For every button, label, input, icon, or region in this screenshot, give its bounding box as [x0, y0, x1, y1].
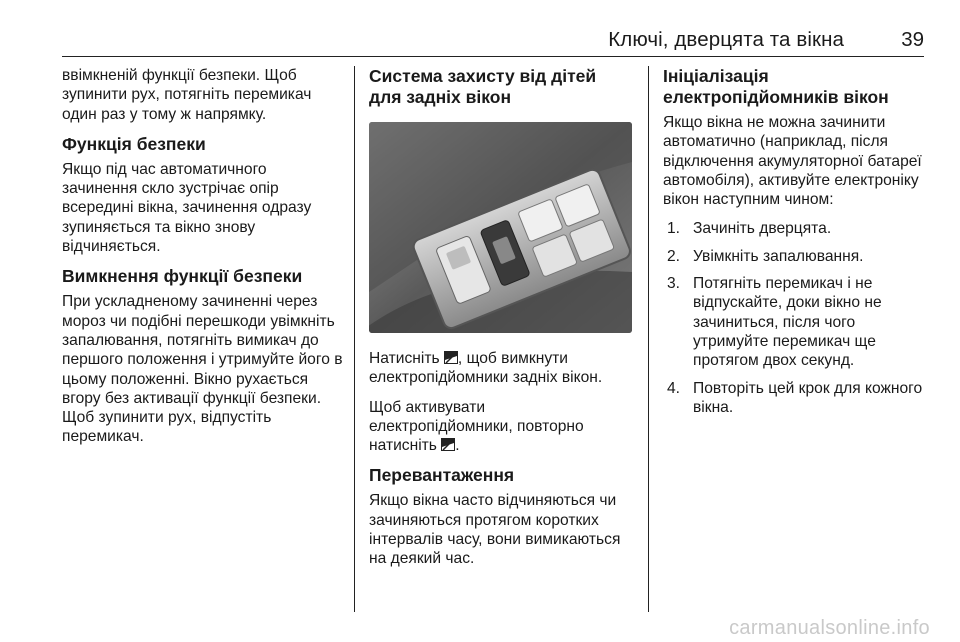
step-text: Увімкніть запалювання.	[693, 247, 864, 265]
overload-paragraph: Якщо вікна часто відчиняються чи зачиняються протягом коротких інтервалів часу, вони вимикаються на деякий час.	[369, 492, 621, 568]
child-window-lock-icon	[441, 437, 455, 450]
child-window-lock-icon	[444, 350, 458, 363]
intro-paragraph: ввімкненій функції безпеки. Щоб зупинити рух, потягніть перемикач один раз у тому ж напрямку.	[62, 67, 312, 123]
list-item	[663, 379, 933, 418]
page-header	[62, 26, 924, 57]
list-item	[663, 274, 933, 370]
window-switch-photo	[369, 122, 632, 333]
page-number: 39	[901, 28, 924, 51]
column-2	[369, 66, 633, 579]
initialization-heading: Ініціалізація електропідйомників вікон	[663, 66, 889, 107]
column-divider	[354, 66, 355, 612]
safety-heading: Функція безпеки	[62, 133, 206, 154]
column-3	[663, 66, 933, 425]
initialization-intro: Якщо вікна не можна зачинити автоматично (наприклад, після відключення акумуляторної батареї автомобіля), активуйте електроніку вікон наступним чином:	[663, 114, 922, 209]
door-panel-illustration	[369, 122, 632, 333]
list-item	[663, 247, 933, 266]
overload-heading: Перевантаження	[369, 465, 515, 486]
step-text: Потягніть перемикач і не відпускайте, доки вікно не зачиниться, після чого утримуйте перемикач ще протягом двох секунд.	[693, 275, 882, 370]
press-to-disable-paragraph: Натисніть , щоб вимкнути електропідйомники задніх вікон.	[369, 350, 603, 387]
disable-safety-paragraph: При ускладненому зачиненні через мороз чи подібні перешкоди увімкніть запалювання, потягніть вимикач до першого положення і утримуйте його в цьому положенні. Вікно рухається вгору без активації функції безпеки. Щоб зупинити рух, відпустіть перемикач.	[62, 293, 343, 446]
step-text: Повторіть цей крок для кожного вікна.	[693, 379, 923, 416]
step-number: 2.	[667, 247, 681, 265]
step-number: 3.	[667, 275, 681, 293]
safety-paragraph: Якщо під час автоматичного зачинення скло зустрічає опір всередині вікна, зачинення одразу зупиняється та вікно знову відчиняється.	[62, 160, 312, 256]
step-number: 1.	[667, 220, 681, 238]
step-number: 4.	[667, 379, 681, 397]
step-text: Зачиніть дверцята.	[693, 220, 832, 238]
child-lock-heading: Система захисту від дітей для задніх вікон	[369, 66, 597, 107]
list-item	[663, 219, 933, 238]
watermark: carmanualsonline.info	[729, 617, 930, 639]
column-1	[62, 66, 346, 457]
page-title: Ключі, дверцята та вікна	[608, 28, 844, 51]
reactivate-paragraph: Щоб активувати електропідйомники, повторно натисніть .	[369, 398, 584, 455]
column-divider	[648, 66, 649, 612]
steps-list	[663, 219, 933, 417]
disable-safety-heading: Вимкнення функції безпеки	[62, 266, 303, 287]
